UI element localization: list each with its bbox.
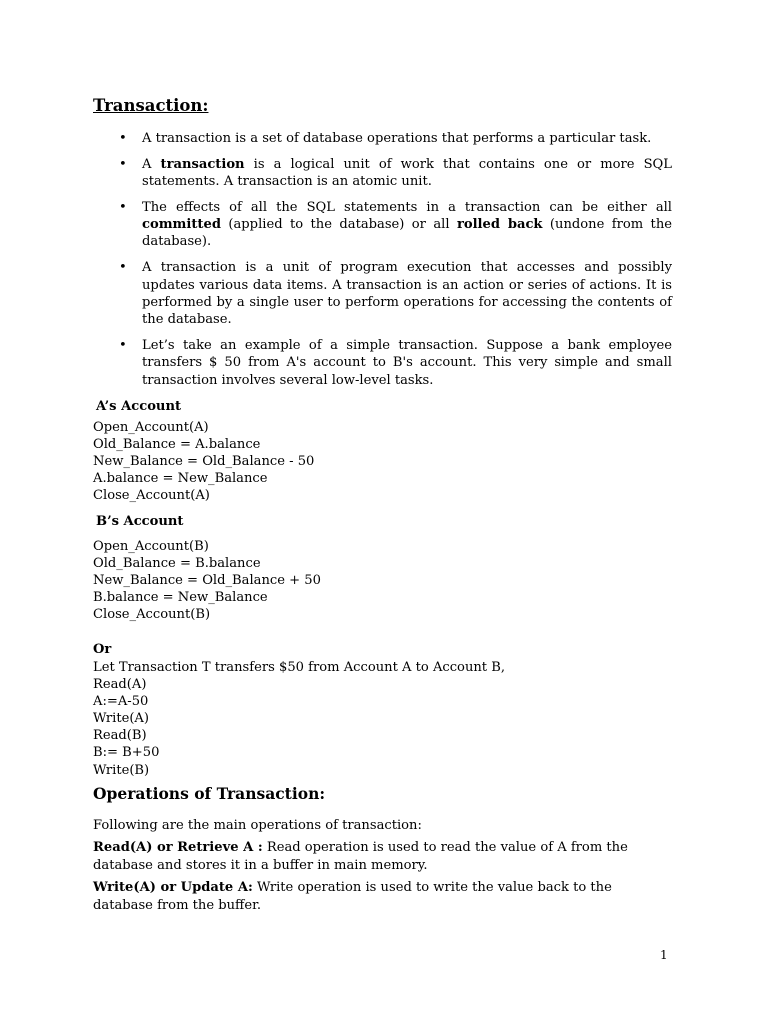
bullet-item: • A transaction is a set of database operations that performs a particular task. <box>142 130 672 147</box>
code-line: Write(B) <box>93 762 150 778</box>
transaction-bullet-list <box>142 130 672 397</box>
bullet-item: • A transaction is a logical unit of work that contains one or more SQL statements. A transaction is an atomic unit. <box>142 156 672 191</box>
code-line: New_Balance = Old_Balance - 50 <box>93 454 315 470</box>
code-line: Let Transaction T transfers $50 from Account A to Account B, <box>93 660 506 675</box>
code-line: A.balance = New_Balance <box>93 471 268 487</box>
bullet-item: • The effects of all the SQL statements in a transaction can be either all committed (applied to the database) or all rolled back (undone from the database). <box>142 199 672 251</box>
or-label: Or <box>93 642 112 657</box>
read-operation-label: Read(A) or Retrieve A : <box>93 840 263 855</box>
bullet-item: • Let’s take an example of a simple transaction. Suppose a bank employee transfers $ 50 from A's account to B's account. This very simple and small transaction involves several low-level tasks. <box>142 337 672 389</box>
code-line: A:=A-50 <box>93 694 149 710</box>
b-account-steps <box>93 538 321 623</box>
code-line: B:= B+50 <box>93 745 160 761</box>
operations-heading: Operations of Transaction: <box>93 784 326 803</box>
code-line: Read(A) <box>93 677 147 693</box>
b-account-label: B’s Account <box>96 514 184 529</box>
write-operation-label: Write(A) or Update A: <box>93 880 253 895</box>
a-account-steps <box>93 419 314 504</box>
code-line: Read(B) <box>93 728 147 744</box>
bullet-item: • A transaction is a unit of program execution that accesses and possibly updates various data items. A transaction is an action or series of actions. It is performed by a single user to perform operations for accessing the contents of the database. <box>142 259 672 328</box>
code-line: Write(A) <box>93 711 149 727</box>
a-account-label: A’s Account <box>96 399 182 414</box>
page-number: 1 <box>660 948 668 962</box>
or-transaction-steps <box>93 659 505 779</box>
read-operation-paragraph: Read(A) or Retrieve A : Read operation is used to read the value of A from the database and stores it in a buffer in main memory. <box>93 840 628 873</box>
code-line: Close_Account(A) <box>93 488 210 504</box>
code-line: B.balance = New_Balance <box>93 590 268 606</box>
code-line: Open_Account(B) <box>93 539 209 554</box>
write-operation-paragraph: Write(A) or Update A: Write operation is used to write the value back to the database from the buffer. <box>93 880 612 913</box>
page-title: Transaction: <box>93 96 209 115</box>
code-line: Old_Balance = B.balance <box>93 556 261 572</box>
code-line: Old_Balance = A.balance <box>93 437 261 453</box>
operations-intro: Following are the main operations of transaction: <box>93 818 422 833</box>
code-line: Close_Account(B) <box>93 607 211 623</box>
code-line: New_Balance = Old_Balance + 50 <box>93 573 321 589</box>
code-line: Open_Account(A) <box>93 420 209 435</box>
